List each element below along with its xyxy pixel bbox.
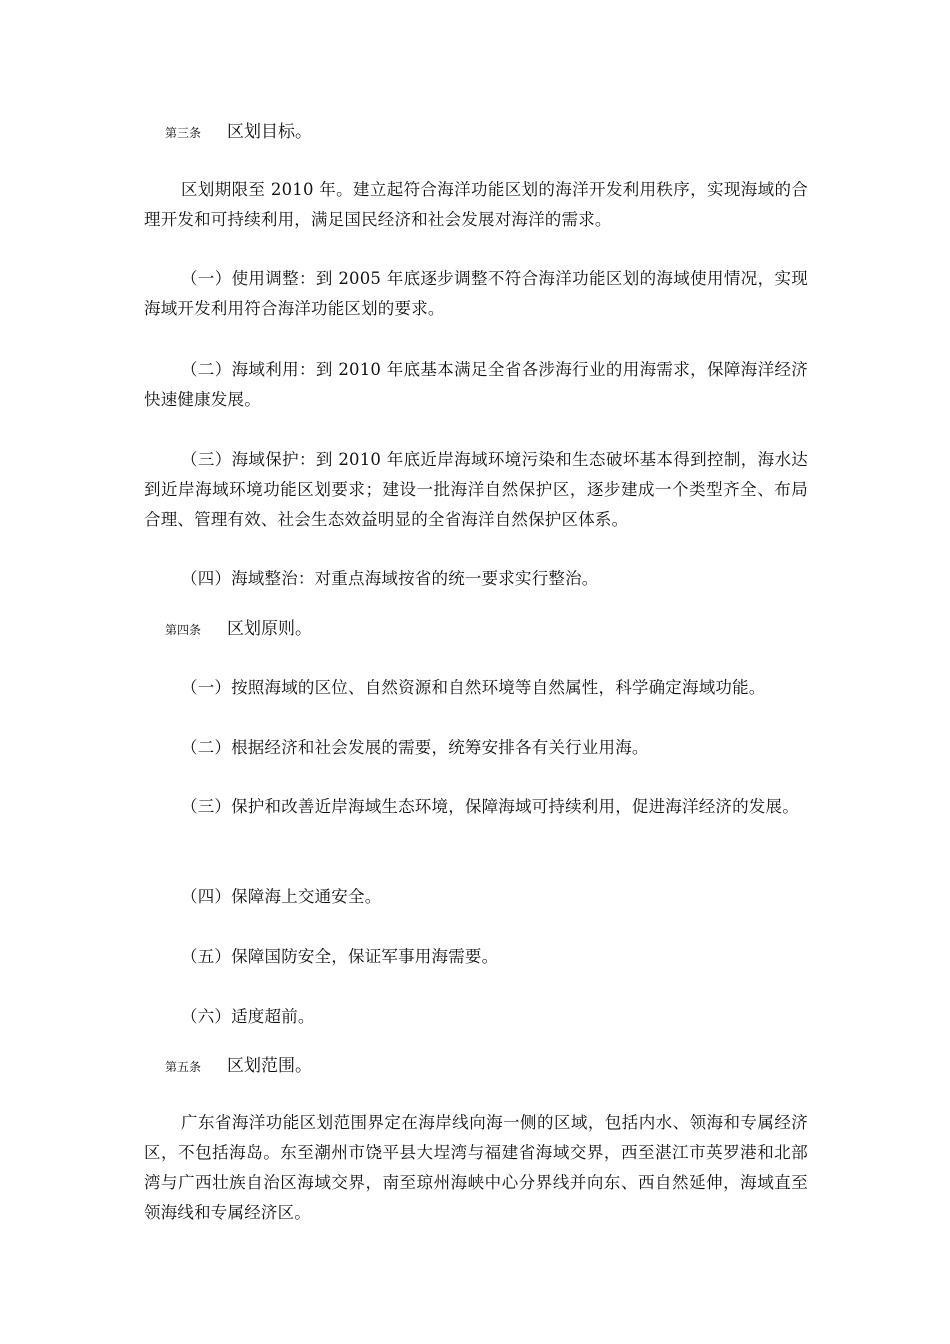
- article-5-paragraph-1: 广东省海洋功能区划范围界定在海岸线向海一侧的区域，包括内水、领海和专属经济区，不包括海岛。东至潮州市饶平县大埕湾与福建省海域交界，西至湛江市英罗港和北部湾与广西壮族自治区海域交界，南至琼州海峡中心分界线并向东、西自然延伸，海域直至领海线和专属经济区。: [144, 1113, 808, 1222]
- article-5-heading: [165, 1056, 312, 1077]
- article-3-heading: [165, 122, 312, 143]
- article-4-paragraph-1: （一）按照海域的区位、自然资源和自然环境等自然属性，科学确定海域功能。: [181, 678, 766, 697]
- article-3-title: 区划目标。: [227, 122, 312, 142]
- article-3-number: 第三条: [165, 126, 202, 140]
- article-4-paragraph-2: （二）根据经济和社会发展的需要，统筹安排各有关行业用海。: [181, 738, 649, 757]
- article-4-paragraph-3: （三）保护和改善近岸海域生态环境，保障海域可持续利用，促进海洋经济的发展。: [181, 797, 799, 816]
- article-4-title: 区划原则。: [227, 619, 312, 639]
- article-3-paragraph-3: （二）海域利用：到 2010 年底基本满足全省各涉海行业的用海需求，保障海洋经济快速健康发展。: [144, 360, 808, 409]
- article-4-number: 第四条: [165, 623, 202, 637]
- article-3-paragraph-1: 区划期限至 2010 年。建立起符合海洋功能区划的海洋开发利用秩序，实现海域的合理开发和可持续利用，满足国民经济和社会发展对海洋的需求。: [144, 180, 808, 229]
- article-5-number: 第五条: [165, 1060, 202, 1074]
- article-3-paragraph-5: （四）海域整治：对重点海域按省的统一要求实行整治。: [181, 569, 599, 588]
- article-4-paragraph-5: （五）保障国防安全，保证军事用海需要。: [181, 947, 499, 966]
- article-5-title: 区划范围。: [227, 1056, 312, 1076]
- article-4-paragraph-6: （六）适度超前。: [181, 1007, 315, 1026]
- article-4-heading: [165, 619, 312, 640]
- article-4-paragraph-4: （四）保障海上交通安全。: [181, 887, 382, 906]
- article-3-paragraph-2: （一）使用调整：到 2005 年底逐步调整不符合海洋功能区划的海域使用情况，实现海域开发利用符合海洋功能区划的要求。: [144, 269, 808, 318]
- article-3-paragraph-4: （三）海域保护：到 2010 年底近岸海域环境污染和生态破坏基本得到控制，海水达到近岸海域环境功能区划要求；建设一批海洋自然保护区，逐步建成一个类型齐全、布局合理、管理有效、社会生态效益明显的全省海洋自然保护区体系。: [144, 450, 808, 529]
